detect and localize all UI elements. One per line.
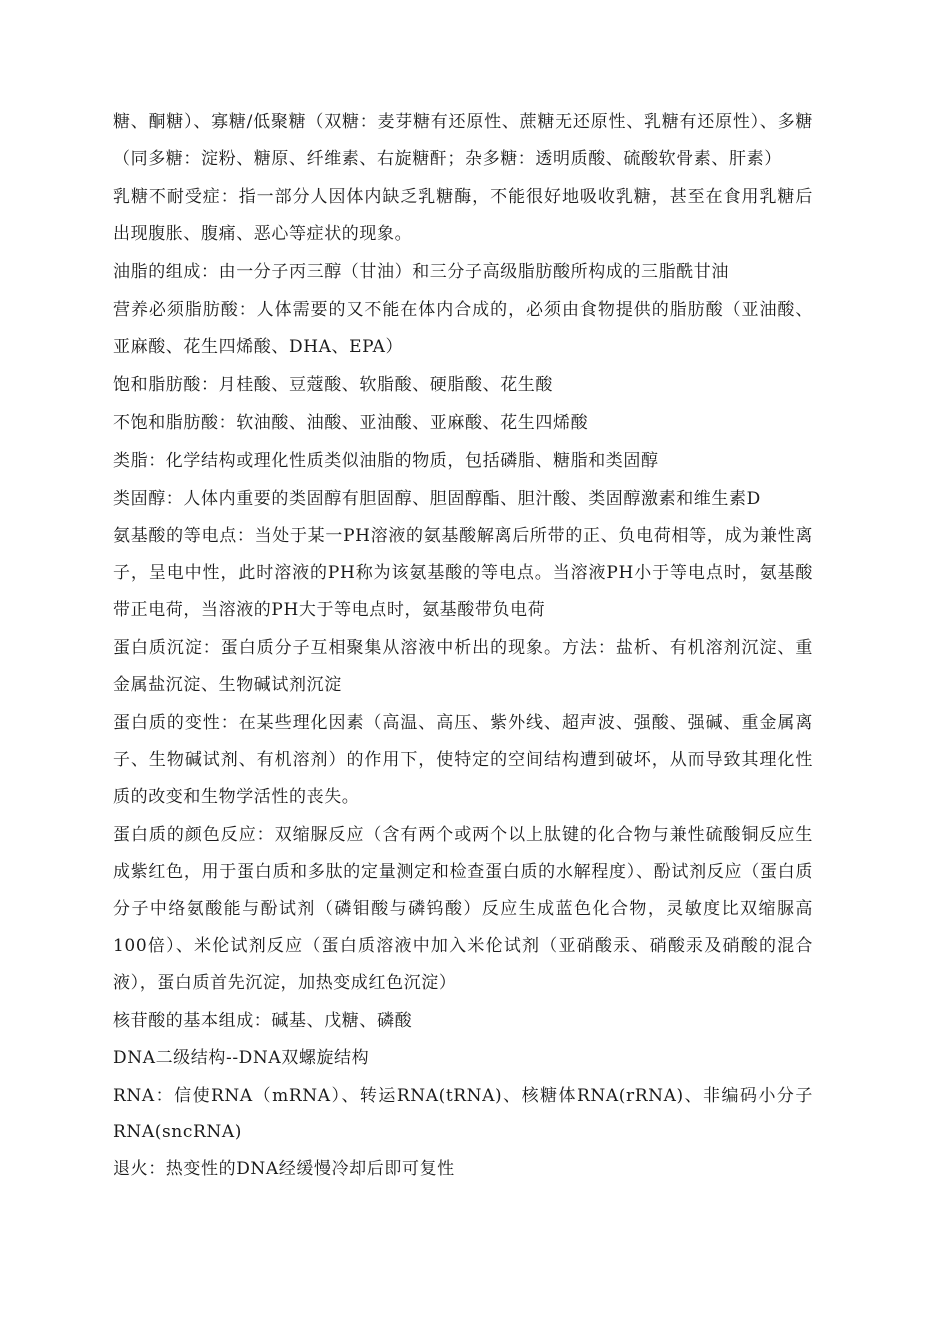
paragraph-rna-types: RNA：信使RNA（mRNA）、转运RNA(tRNA)、核糖体RNA(rRNA)、非编码小分子RNA(sncRNA)	[113, 1086, 813, 1142]
paragraph-essential-fatty-acids: 营养必须脂肪酸：人体需要的又不能在体内合成的，必须由食物提供的脂肪酸（亚油酸、亚麻酸、花生四烯酸、DHA、EPA）	[113, 300, 813, 357]
paragraph-fat-composition: 油脂的组成：由一分子丙三醇（甘油）和三分子高级脂肪酸所构成的三脂酰甘油	[113, 262, 729, 282]
document-body	[113, 104, 813, 1188]
paragraph-unsaturated-fatty-acids: 不饱和脂肪酸：软油酸、油酸、亚油酸、亚麻酸、花生四烯酸	[113, 413, 589, 433]
paragraph-saturated-fatty-acids: 饱和脂肪酸：月桂酸、豆蔻酸、软脂酸、硬脂酸、花生酸	[113, 375, 553, 395]
paragraph-lipoids: 类脂：化学结构或理化性质类似油脂的物质，包括磷脂、糖脂和类固醇	[113, 451, 659, 471]
paragraph-carbohydrate-classification: 糖、酮糖）、寡糖/低聚糖（双糖：麦芽糖有还原性、蔗糖无还原性、乳糖有还原性）、多糖（同多糖：淀粉、糖原、纤维素、右旋糖酐；杂多糖：透明质酸、硫酸软骨素、肝素）	[113, 112, 813, 169]
paragraph-steroids: 类固醇：人体内重要的类固醇有胆固醇、胆固醇酯、胆汁酸、类固醇激素和维生素D	[113, 489, 761, 509]
paragraph-protein-precipitation: 蛋白质沉淀：蛋白质分子互相聚集从溶液中析出的现象。方法：盐析、有机溶剂沉淀、重金属盐沉淀、生物碱试剂沉淀	[113, 638, 813, 695]
paragraph-nucleotide-composition: 核苷酸的基本组成：碱基、戊糖、磷酸	[113, 1011, 413, 1031]
paragraph-dna-secondary-structure: DNA二级结构--DNA双螺旋结构	[113, 1048, 370, 1068]
paragraph-protein-color-reactions: 蛋白质的颜色反应：双缩脲反应（含有两个或两个以上肽键的化合物与兼性硫酸铜反应生成紫红色，用于蛋白质和多肽的定量测定和检查蛋白质的水解程度）、酚试剂反应（蛋白质分子中络氨酸能与酚试剂（磷钼酸与磷钨酸）反应生成蓝色化合物，灵敏度比双缩脲高100倍）、米伦试剂反应（蛋白质溶液中加入米伦试剂（亚硝酸汞、硝酸汞及硝酸的混合液），蛋白质首先沉淀，加热变成红色沉淀）	[113, 825, 813, 993]
paragraph-lactose-intolerance: 乳糖不耐受症：指一部分人因体内缺乏乳糖酶，不能很好地吸收乳糖，甚至在食用乳糖后出现腹胀、腹痛、恶心等症状的现象。	[113, 187, 813, 244]
paragraph-annealing: 退火：热变性的DNA经缓慢冷却后即可复性	[113, 1159, 455, 1179]
paragraph-isoelectric-point: 氨基酸的等电点：当处于某一PH溶液的氨基酸解离后所带的正、负电荷相等，成为兼性离子，呈电中性，此时溶液的PH称为该氨基酸的等电点。当溶液PH小于等电点时，氨基酸带正电荷，当溶液的PH大于等电点时，氨基酸带负电荷	[113, 526, 813, 620]
paragraph-protein-denaturation: 蛋白质的变性：在某些理化因素（高温、高压、紫外线、超声波、强酸、强碱、重金属离子、生物碱试剂、有机溶剂）的作用下，使特定的空间结构遭到破坏，从而导致其理化性质的改变和生物学活性的丧失。	[113, 713, 813, 807]
